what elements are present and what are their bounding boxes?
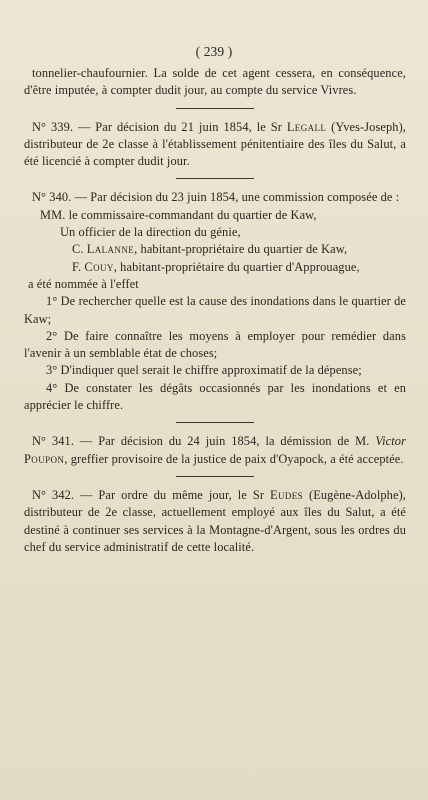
entry-341 [24, 433, 406, 468]
entry-340-member-1: MM. le commissaire-commandant du quartier de Kaw, [40, 207, 317, 222]
entry-341-text-after: , greffier provisoire de la justice de paix d'Oyapock, a été acceptée. [64, 451, 404, 466]
entry-340 [24, 189, 406, 414]
entry-341-name: Poupon [24, 451, 65, 466]
entry-339-text-after: (Yves-Joseph), distributeur de 2e classe à l'établissement pénitentiaire des îles du Salut, a été licencié à compter dudit jour. [24, 119, 407, 169]
entry-342-text-before: N° 342. — Par ordre du même jour, le Sr [32, 487, 270, 502]
entry-340-item-2: 2° De faire connaître les moyens à employer pour remédier dans l'avenir à un semblable état de choses; [24, 328, 406, 361]
entry-342-text-after: (Eugène-Adolphe), distributeur de 2e classe, actuellement employé aux îles du Salut, a été destiné à continuer ses services à la Montagne-d'Argent, sous les ordres du chef du service administratif de cette localité. [24, 487, 406, 554]
separator-rule [176, 108, 254, 109]
entry-340-member-3-prefix: C. [72, 242, 87, 257]
entry-341-first-name: Victor [375, 434, 406, 449]
entry-340-member-4-prefix: F. [72, 259, 85, 274]
page-number: ( 239 ) [195, 44, 233, 59]
entry-340-named: a été nommée à l'effet [28, 276, 139, 291]
entry-340-item-4: 4° De constater les dégâts occasionnés par les inondations et en apprécier le chiffre. [24, 380, 406, 413]
entry-339 [24, 119, 406, 171]
entry-340-item-1: 1° De rechercher quelle est la cause des inondations dans le quartier de Kaw; [24, 294, 406, 326]
entry-340-member-3-name: Lalanne [86, 242, 135, 257]
entry-339-text-before: N° 339. — Par décision du 21 juin 1854, le Sr [32, 119, 287, 134]
separator-rule [176, 476, 254, 477]
entry-340-intro: N° 340. — Par décision du 23 juin 1854, une commission composée de : [32, 190, 400, 205]
entry-342-name: Eudes [270, 487, 304, 502]
entry-341-text-before: N° 341. — Par décision du 24 juin 1854, la démission de M. [32, 434, 376, 449]
entry-340-member-3-suffix: , habitant-propriétaire du quartier de Kaw, [134, 242, 348, 257]
entry-340-member-4-suffix: , habitant-propriétaire du quartier d'Approuague, [113, 259, 360, 274]
entry-340-member-4-name: Couy [84, 259, 114, 274]
entry-339-name: Legall [286, 119, 327, 134]
entry-340-item-3: 3° D'indiquer quel serait le chiffre approximatif de la dépense; [46, 363, 362, 378]
entry-342 [24, 487, 406, 556]
continuation-paragraph: tonnelier-chaufournier. La solde de cet agent cessera, en conséquence, d'être imputée, à compter dudit jour, au compte du service Vivres. [24, 66, 406, 98]
entry-340-member-4 [24, 259, 406, 276]
entry-340-member-2: Un officier de la direction du génie, [60, 225, 241, 240]
entry-340-member-3 [24, 241, 406, 258]
separator-rule [176, 178, 254, 179]
separator-rule [176, 422, 254, 423]
